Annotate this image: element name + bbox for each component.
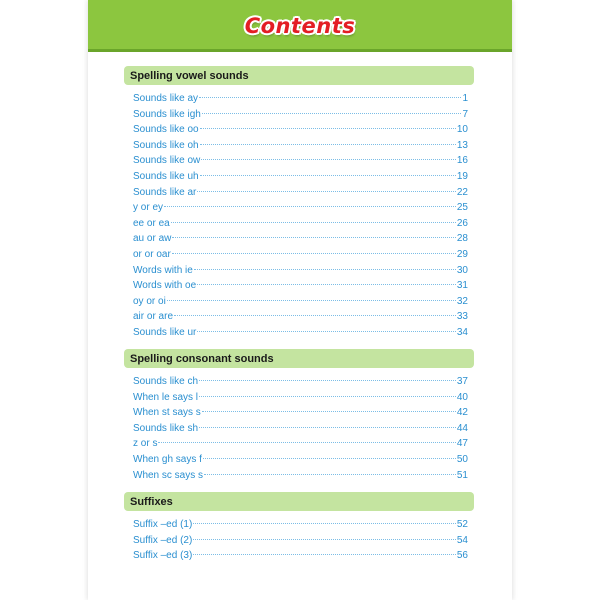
dot-leader bbox=[203, 458, 456, 459]
entry-label: y or ey bbox=[133, 202, 164, 214]
section-title: Suffixes bbox=[130, 495, 173, 508]
entry-label: When le says l bbox=[133, 391, 199, 403]
entry-list bbox=[124, 517, 474, 564]
toc-entry bbox=[124, 185, 474, 201]
dot-leader bbox=[202, 411, 456, 412]
entry-label: Suffix –ed (3) bbox=[133, 550, 193, 562]
section-suffixes bbox=[124, 492, 474, 564]
dot-leader bbox=[193, 523, 456, 524]
entry-page-number: 13 bbox=[456, 139, 468, 151]
section-header bbox=[124, 349, 474, 368]
entry-page-number: 30 bbox=[456, 264, 468, 276]
entry-label: Sounds like ur bbox=[133, 326, 197, 338]
entry-label: Sounds like igh bbox=[133, 108, 201, 120]
dot-leader bbox=[200, 128, 456, 129]
toc-entry bbox=[124, 325, 474, 341]
entry-page-number: 1 bbox=[462, 93, 468, 104]
entry-label: Sounds like oo bbox=[133, 124, 199, 136]
entry-page-number: 50 bbox=[456, 453, 468, 465]
entry-page-number: 40 bbox=[456, 391, 468, 403]
entry-label: Suffix –ed (2) bbox=[133, 534, 193, 546]
entry-page-number: 54 bbox=[456, 534, 468, 546]
entry-page-number: 42 bbox=[456, 407, 468, 419]
dot-leader bbox=[172, 237, 456, 238]
section-consonant-sounds bbox=[124, 349, 474, 483]
entry-label: Words with oe bbox=[133, 280, 197, 292]
entry-page-number: 7 bbox=[462, 108, 468, 120]
section-title: Spelling vowel sounds bbox=[130, 69, 249, 82]
toc-entry bbox=[124, 517, 474, 533]
toc-entry bbox=[124, 107, 474, 123]
section-title: Spelling consonant sounds bbox=[130, 352, 274, 365]
entry-label: Sounds like ow bbox=[133, 155, 201, 167]
entry-page-number: 34 bbox=[456, 326, 468, 338]
dot-leader bbox=[171, 222, 456, 223]
entry-list bbox=[124, 91, 474, 341]
dot-leader bbox=[193, 539, 456, 540]
entry-label: or or oar bbox=[133, 248, 171, 260]
section-header bbox=[124, 492, 474, 511]
dot-leader bbox=[174, 315, 456, 316]
dot-leader bbox=[164, 206, 456, 207]
entry-label: Sounds like sh bbox=[133, 422, 199, 434]
entry-label: Sounds like ch bbox=[133, 376, 199, 387]
toc-entry bbox=[124, 533, 474, 549]
toc-entry bbox=[124, 278, 474, 294]
dot-leader bbox=[202, 113, 462, 114]
entry-page-number: 37 bbox=[456, 376, 468, 387]
toc-entry bbox=[124, 263, 474, 279]
section-vowel-sounds bbox=[124, 66, 474, 341]
toc-entry bbox=[124, 374, 474, 390]
toc-entry bbox=[124, 231, 474, 247]
dot-leader bbox=[158, 442, 455, 443]
entry-label: When sc says s bbox=[133, 469, 204, 481]
entry-label: au or aw bbox=[133, 233, 172, 245]
entry-page-number: 29 bbox=[456, 248, 468, 260]
dot-leader bbox=[199, 396, 456, 397]
entry-page-number: 19 bbox=[456, 170, 468, 182]
entry-label: ee or ea bbox=[133, 217, 170, 229]
toc-entry bbox=[124, 452, 474, 468]
entry-label: Sounds like uh bbox=[133, 170, 199, 182]
entry-page-number: 52 bbox=[456, 519, 468, 530]
toc-entry bbox=[124, 216, 474, 232]
dot-leader bbox=[197, 284, 456, 285]
entry-label: air or are bbox=[133, 311, 174, 323]
dot-leader bbox=[197, 331, 456, 332]
toc-entry bbox=[124, 468, 474, 484]
contents-page bbox=[88, 0, 512, 600]
entry-label: z or s bbox=[133, 438, 158, 450]
dot-leader bbox=[201, 159, 456, 160]
page-title: Contents bbox=[244, 13, 356, 38]
entry-page-number: 28 bbox=[456, 233, 468, 245]
entry-label: oy or oi bbox=[133, 295, 166, 307]
toc-entry bbox=[124, 436, 474, 452]
toc-entry bbox=[124, 421, 474, 437]
entry-label: When st says s bbox=[133, 407, 201, 419]
entry-label: Sounds like ay bbox=[133, 93, 199, 104]
toc-entry bbox=[124, 405, 474, 421]
entry-page-number: 16 bbox=[456, 155, 468, 167]
entry-list bbox=[124, 374, 474, 483]
dot-leader bbox=[204, 474, 456, 475]
entry-label: Suffix –ed (1) bbox=[133, 519, 193, 530]
toc-entry bbox=[124, 138, 474, 154]
entry-page-number: 47 bbox=[456, 438, 468, 450]
toc-entry bbox=[124, 200, 474, 216]
entry-page-number: 25 bbox=[456, 202, 468, 214]
toc-entry bbox=[124, 548, 474, 564]
entry-page-number: 32 bbox=[456, 295, 468, 307]
entry-label: Sounds like ar bbox=[133, 186, 197, 198]
entry-page-number: 26 bbox=[456, 217, 468, 229]
toc-entry bbox=[124, 91, 474, 107]
dot-leader bbox=[199, 380, 456, 381]
toc-entry bbox=[124, 294, 474, 310]
contents-header-banner bbox=[88, 0, 512, 52]
toc-entry bbox=[124, 169, 474, 185]
dot-leader bbox=[194, 269, 456, 270]
dot-leader bbox=[199, 97, 461, 98]
toc-entry bbox=[124, 390, 474, 406]
entry-label: Sounds like oh bbox=[133, 139, 199, 151]
entry-page-number: 33 bbox=[456, 311, 468, 323]
dot-leader bbox=[167, 300, 456, 301]
dot-leader bbox=[200, 175, 456, 176]
entry-page-number: 51 bbox=[456, 469, 468, 481]
entry-page-number: 22 bbox=[456, 186, 468, 198]
dot-leader bbox=[199, 427, 456, 428]
entry-page-number: 10 bbox=[456, 124, 468, 136]
entry-page-number: 31 bbox=[456, 280, 468, 292]
toc-entry bbox=[124, 122, 474, 138]
toc-entry bbox=[124, 153, 474, 169]
section-header bbox=[124, 66, 474, 85]
entry-label: When gh says f bbox=[133, 453, 202, 465]
toc-entry bbox=[124, 247, 474, 263]
dot-leader bbox=[172, 253, 456, 254]
dot-leader bbox=[200, 144, 456, 145]
dot-leader bbox=[197, 191, 456, 192]
entry-page-number: 56 bbox=[456, 550, 468, 562]
toc-entry bbox=[124, 309, 474, 325]
entry-label: Words with ie bbox=[133, 264, 193, 276]
entry-page-number: 44 bbox=[456, 422, 468, 434]
dot-leader bbox=[193, 554, 456, 555]
